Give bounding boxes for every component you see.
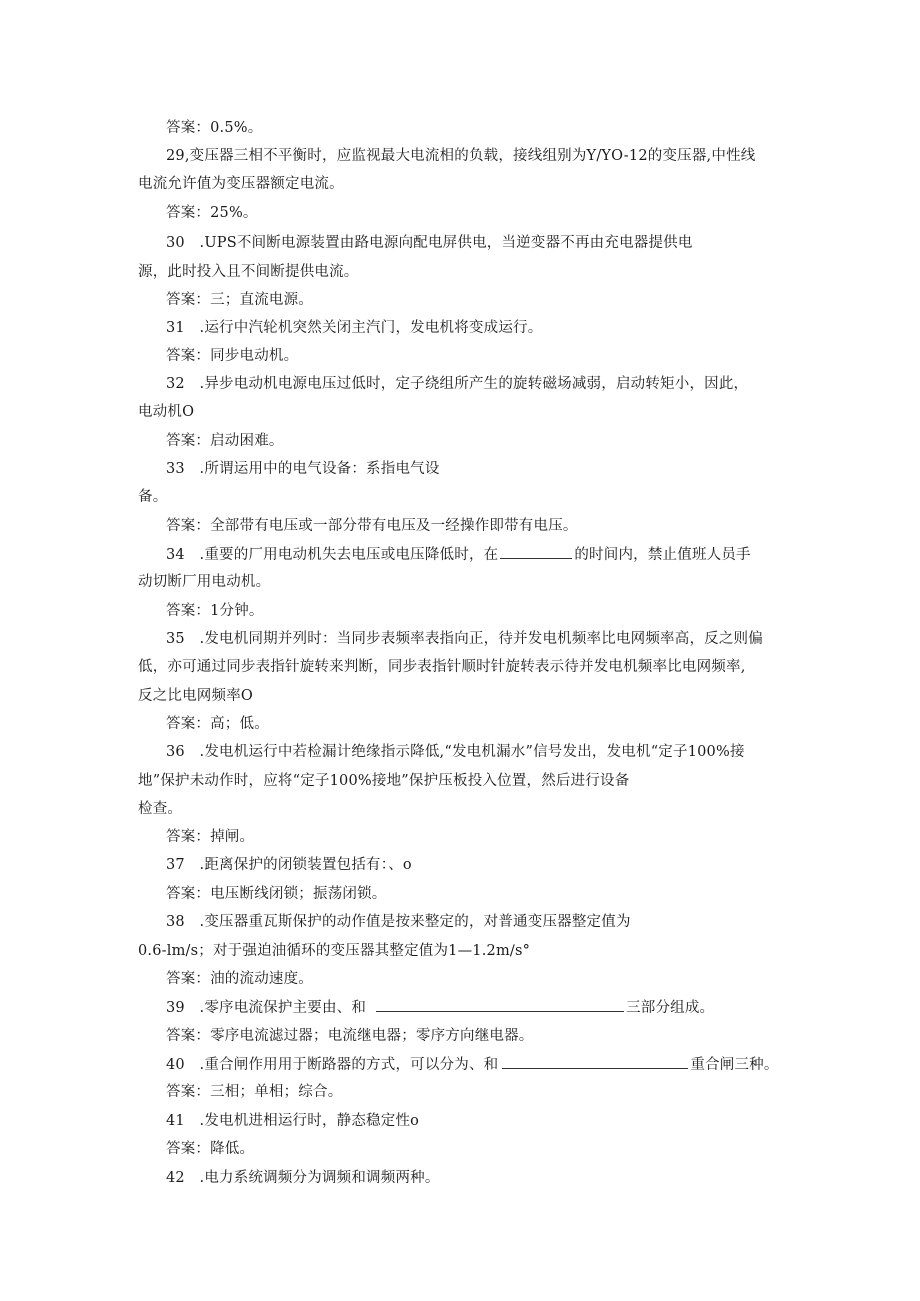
question-34-text: 34 .重要的厂用电动机失去电压或电压降低时，在 [166, 547, 499, 563]
answer-37: 答案：电压断线闭锁；振荡闭锁。 [166, 886, 387, 902]
question-35: 35 .发电机同期并列时：当同步表频率表指向正，待并发电机频率比电网频率高，反之则偏 [166, 631, 763, 647]
question-33: 33 .所谓运用中的电气设备：系指电气设 [166, 461, 440, 477]
question-38: 38 .变压器重瓦斯保护的动作值是按来整定的，对普通变压器整定值为 [166, 914, 631, 930]
question-40-text: 40 .重合闸作用用于断路器的方式，可以分为、和 [166, 1057, 499, 1073]
answer-36: 答案：掉闸。 [166, 829, 255, 845]
question-37: 37 .距离保护的闭锁装置包括有：、o [166, 857, 412, 873]
question-39-text-after: 三部分组成。 [626, 1000, 715, 1016]
answer-line: 答案：0.5%。 [166, 120, 263, 136]
question-32: 32 .异步电动机电源电压过低时，定子绕组所产生的旋转磁场减弱，启动转矩小，因此， [166, 376, 749, 392]
question-34-continuation: 动切断厂用电动机。 [138, 574, 271, 590]
question-39 [166, 997, 714, 1018]
answer-34: 答案：1分钟。 [166, 603, 264, 619]
answer-35: 答案：高；低。 [166, 716, 269, 732]
question-42: 42 .电力系统调频分为调频和调频两种。 [166, 1170, 440, 1186]
question-36: 36 .发电机运行中若检漏计绝缘指示降低,“发电机漏水”信号发出，发电机“定子100%接 [166, 744, 745, 760]
question-31: 31 .运行中汽轮机突然关闭主汽门，发电机将变成运行。 [166, 320, 543, 336]
answer-29: 答案：25%。 [166, 205, 258, 221]
question-36-continuation-2: 检查。 [138, 801, 183, 817]
answer-33: 答案：全部带有电压或一部分带有电压及一经操作即带有电压。 [166, 518, 578, 534]
answer-30: 答案：三；直流电源。 [166, 292, 313, 308]
answer-38: 答案：油的流动速度。 [166, 971, 313, 987]
question-35-continuation-1: 低，亦可通过同步表指针旋转来判断，同步表指针顺时针旋转表示待并发电机频率比电网频率, [138, 659, 746, 675]
question-29-continuation: 电流允许值为变压器额定电流。 [138, 176, 344, 192]
question-40-text-after: 重合闸三种。 [690, 1057, 779, 1073]
question-39-text: 39 .零序电流保护主要由、和 [166, 1000, 367, 1016]
question-36-continuation-1: 地”保护未动作时，应将“定子100%接地”保护压板投入位置，然后进行设备 [138, 773, 630, 789]
fill-in-blank [376, 997, 624, 1012]
question-40 [166, 1054, 779, 1075]
question-30-continuation: 源，此时投入且不间断提供电流。 [138, 264, 359, 280]
question-29: 29,变压器三相不平衡时，应监视最大电流相的负载，接线组别为Y/YO-12的变压器,中性线 [166, 148, 756, 164]
fill-in-blank [502, 1054, 688, 1069]
question-38-continuation: 0.6-lm/s；对于强迫油循环的变压器其整定值为1—1.2m∕s° [138, 943, 531, 959]
question-30: 30 .UPS不间断电源装置由路电源向配电屏供电，当逆变器不再由充电器提供电 [166, 235, 693, 251]
question-33-continuation: 备。 [138, 489, 168, 505]
answer-41: 答案：降低。 [166, 1141, 255, 1157]
question-41: 41 .发电机进相运行时，静态稳定性o [166, 1113, 420, 1129]
question-32-continuation: 电动机O [138, 404, 195, 420]
answer-39: 答案：零序电流滤过器；电流继电器；零序方向继电器。 [166, 1028, 534, 1044]
question-34 [166, 544, 751, 565]
fill-in-blank [500, 544, 572, 559]
question-35-continuation-2: 反之比电网频率O [138, 688, 253, 704]
answer-40: 答案：三相；单相；综合。 [166, 1084, 343, 1100]
answer-32: 答案：启动困难。 [166, 433, 284, 449]
question-34-text-after: 的时间内，禁止值班人员手 [574, 547, 751, 563]
answer-31: 答案：同步电动机。 [166, 348, 299, 364]
